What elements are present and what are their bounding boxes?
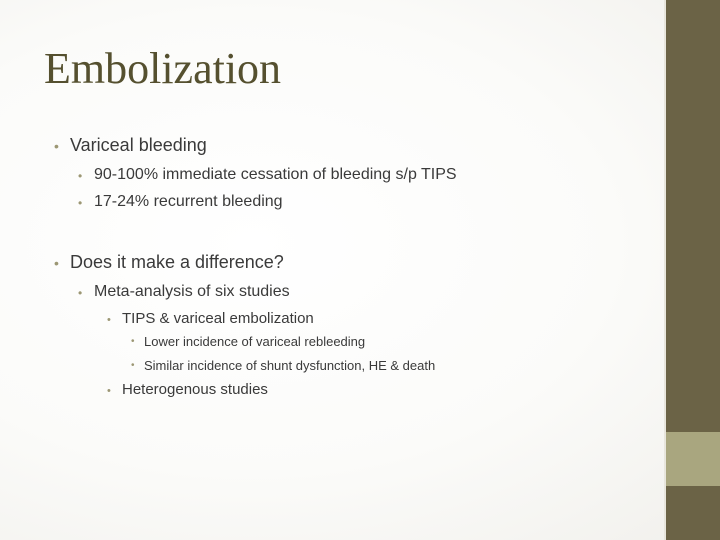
- bullet-item-level-1: [54, 251, 284, 273]
- bullet-marker: •: [54, 255, 59, 271]
- bullet-marker: •: [54, 138, 59, 154]
- bullet-item-level-2: [78, 282, 290, 302]
- bullet-item-level-2: [78, 165, 457, 185]
- bullet-marker: •: [78, 169, 83, 183]
- bullet-marker: •: [131, 360, 135, 371]
- bullet-text: 90-100% immediate cessation of bleeding s/p TIPS: [94, 166, 457, 183]
- bullet-marker: •: [78, 286, 83, 300]
- bullet-item-level-4: [131, 358, 436, 374]
- slide-title: Embolization: [44, 44, 282, 93]
- bullet-text: TIPS & variceal embolization: [122, 310, 314, 327]
- bullet-item-level-2: [78, 192, 283, 212]
- sidebar-accent-block: [666, 432, 720, 486]
- bullet-item-level-4: [131, 334, 366, 350]
- bullet-item-level-3: [107, 381, 268, 399]
- bullet-text: 17-24% recurrent bleeding: [94, 193, 283, 210]
- bullet-text: Heterogenous studies: [122, 381, 268, 398]
- bullet-marker: •: [131, 336, 135, 347]
- bullet-text: Lower incidence of variceal rebleeding: [144, 334, 366, 349]
- bullet-marker: •: [107, 385, 111, 397]
- bullet-item-level-1: [54, 134, 207, 156]
- bullet-marker: •: [107, 314, 111, 326]
- bullet-text: Variceal bleeding: [70, 135, 207, 155]
- bullet-text: Similar incidence of shunt dysfunction, HE & death: [144, 358, 436, 373]
- bullet-text: Does it make a difference?: [70, 252, 284, 272]
- bullet-marker: •: [78, 196, 83, 210]
- bullet-text: Meta-analysis of six studies: [94, 283, 290, 300]
- bullet-item-level-3: [107, 310, 314, 328]
